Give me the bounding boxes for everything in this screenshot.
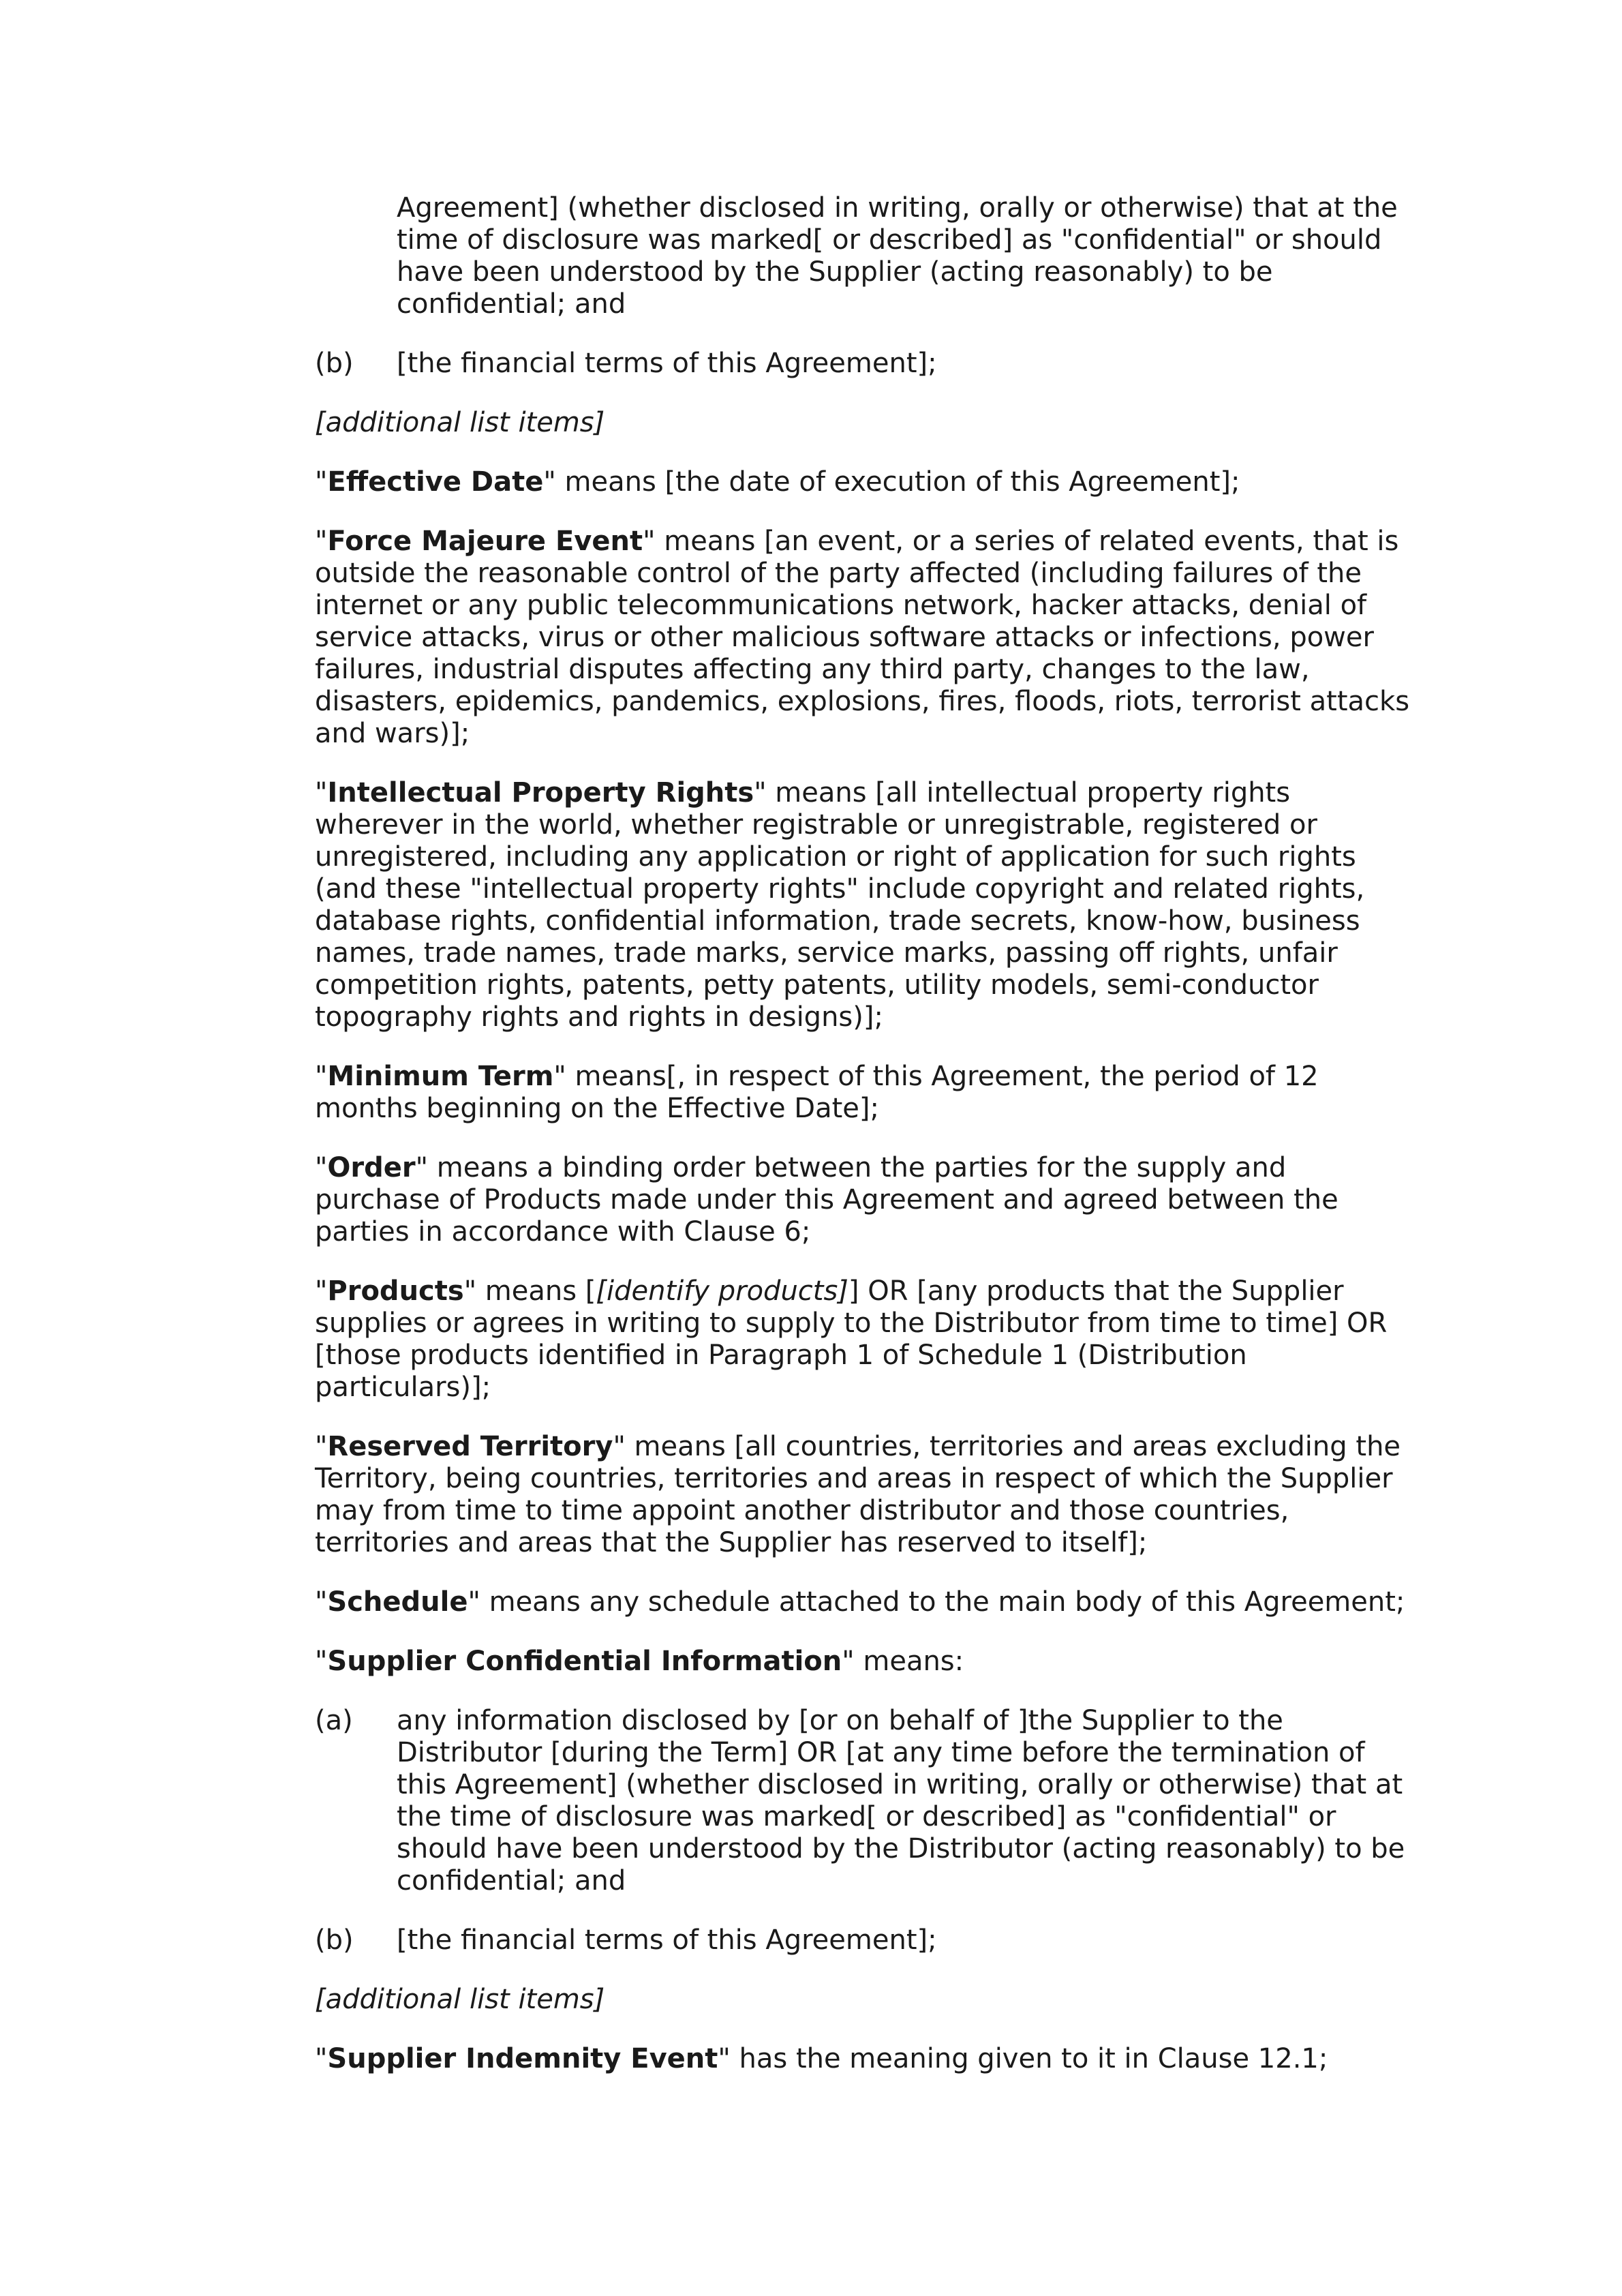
- definition-supplier-indemnity-event: "Supplier Indemnity Event" has the meaning given to it in Clause 12.1;: [315, 2043, 1328, 2074]
- definition-text: " means [all countries, territories and areas excluding the Territory, being countries, territories and areas in respect of which the Supplier may from time to time appoint another distributor and those countries, territories and areas that the Supplier has reserved to itself];: [315, 1431, 1401, 1558]
- defined-term: Reserved Territory: [327, 1431, 613, 1462]
- defined-term: Products: [327, 1275, 464, 1307]
- definitions-section: [315, 192, 1412, 2102]
- defined-term: Minimum Term: [327, 1061, 554, 1092]
- list-item-text: [the financial terms of this Agreement];: [397, 1924, 937, 1956]
- definition-force-majeure-event: "Force Majeure Event" means [an event, or a series of related events, that is outside the reasonable control of the party affected (including failures of the internet or any public telecommunications network, hacker attacks, denial of service attacks, virus or other malicious software attacks or infections, power failures, industrial disputes affecting any third party, changes to the law, disasters, epidemics, pandemics, explosions, fires, floods, riots, terrorist attacks and wars)];: [315, 526, 1410, 749]
- definition-text: " means a binding order between the parties for the supply and purchase of Products made under this Agreement and agreed between the parties in accordance with Clause 6;: [315, 1152, 1338, 1248]
- list-item-text: any information disclosed by [or on behalf of ]the Supplier to the Distributor [during the Term] OR [at any time before the termination of this Agreement] (whether disclosed in writing, orally or otherwise) that at the time of disclosure was marked[ or described] as "confidential" or should have been understood by the Distributor (acting reasonably) to be confidential; and: [397, 1705, 1405, 1897]
- definition-products: "Products" means [[identify products]] OR [any products that the Supplier supplies or agrees in writing to supply to the Distributor from time to time] OR [those products identified in Paragraph 1 of Schedule 1 (Distribution particulars)];: [315, 1275, 1388, 1403]
- definition-intellectual-property-rights: "Intellectual Property Rights" means [all intellectual property rights wherever in the world, whether registrable or unregistrable, registered or unregistered, including any application or right of application for such rights (and these "intellectual property rights" include copyright and related rights, database rights, confidential information, trade secrets, know-how, business names, trade names, trade marks, service marks, passing off rights, unfair competition rights, patents, petty patents, utility models, semi-conductor topography rights and rights in designs)];: [315, 777, 1365, 1033]
- definition-schedule: "Schedule" means any schedule attached to the main body of this Agreement;: [315, 1586, 1405, 1618]
- definition-order: "Order" means a binding order between the parties for the supply and purchase of Products made under this Agreement and agreed between the parties in accordance with Clause 6;: [315, 1152, 1338, 1248]
- definition-text: " means:: [842, 1646, 964, 1677]
- definition-supplier-confidential-information: "Supplier Confidential Information" means:: [315, 1646, 964, 1677]
- list-marker: (b): [315, 348, 354, 379]
- definition-text: " means [all intellectual property rights wherever in the world, whether registrable or unregistrable, registered or unregistered, including any application or right of application for such rights (and these "intellectual property rights" include copyright and related rights, database rights, confidential information, trade secrets, know-how, business names, trade names, trade marks, service marks, passing off rights, unfair competition rights, patents, petty patents, utility models, semi-conductor topography rights and rights in designs)];: [315, 777, 1365, 1033]
- defined-term: Effective Date: [327, 466, 544, 498]
- defined-term: Schedule: [327, 1586, 468, 1618]
- list-item-b: [315, 348, 1412, 380]
- definition-text: " means [the date of execution of this Agreement];: [543, 466, 1240, 498]
- defined-term: Intellectual Property Rights: [327, 777, 754, 809]
- list-item-b: [315, 1924, 1412, 1957]
- paragraph-text: Agreement] (whether disclosed in writing, orally or otherwise) that at the time of disclosure was marked[ or described] as "confidential" or should have been understood by the Supplier (acting reasonably) to be confidential; and: [397, 192, 1398, 320]
- definition-text: " means[, in respect of this Agreement, the period of 12 months beginning on the Effective Date];: [315, 1061, 1319, 1124]
- list-marker: (a): [315, 1705, 353, 1736]
- defined-term: Order: [327, 1152, 416, 1183]
- additional-list-items-note: [additional list items]: [315, 1984, 605, 2015]
- definition-effective-date: "Effective Date" means [the date of execution of this Agreement];: [315, 466, 1240, 498]
- definition-minimum-term: "Minimum Term" means[, in respect of this Agreement, the period of 12 months beginning on the Effective Date];: [315, 1061, 1319, 1124]
- list-item-a: [315, 1705, 1412, 1897]
- definition-reserved-territory: "Reserved Territory" means [all countries, territories and areas excluding the Territory, being countries, territories and areas in respect of which the Supplier may from time to time appoint another distributor and those countries, territories and areas that the Supplier has reserved to itself];: [315, 1431, 1401, 1558]
- definition-text: ] OR [any products that the Supplier supplies or agrees in writing to supply to the Distributor from time to time] OR [those products identified in Paragraph 1 of Schedule 1 (Distribution particulars)];: [315, 1275, 1388, 1403]
- definition-text: " has the meaning given to it in Clause 12.1;: [718, 2043, 1328, 2074]
- list-item-continuation: [315, 192, 1412, 320]
- defined-term: Supplier Confidential Information: [327, 1646, 842, 1677]
- additional-list-items-note: [additional list items]: [315, 407, 605, 438]
- list-marker: (b): [315, 1924, 354, 1956]
- list-item-text: [the financial terms of this Agreement];: [397, 348, 937, 379]
- definition-text: " means [an event, or a series of related events, that is outside the reasonable control of the party affected (including failures of the internet or any public telecommunications network, hacker attacks, denial of service attacks, virus or other malicious software attacks or infections, power failures, industrial disputes affecting any third party, changes to the law, disasters, epidemics, pandemics, explosions, fires, floods, riots, terrorist attacks and wars)];: [315, 526, 1410, 749]
- definition-text: " means any schedule attached to the main body of this Agreement;: [468, 1586, 1405, 1618]
- definition-text: " means [: [463, 1275, 596, 1307]
- defined-term: Supplier Indemnity Event: [327, 2043, 718, 2074]
- definition-placeholder: [identify products]: [596, 1275, 848, 1307]
- defined-term: Force Majeure Event: [327, 526, 643, 557]
